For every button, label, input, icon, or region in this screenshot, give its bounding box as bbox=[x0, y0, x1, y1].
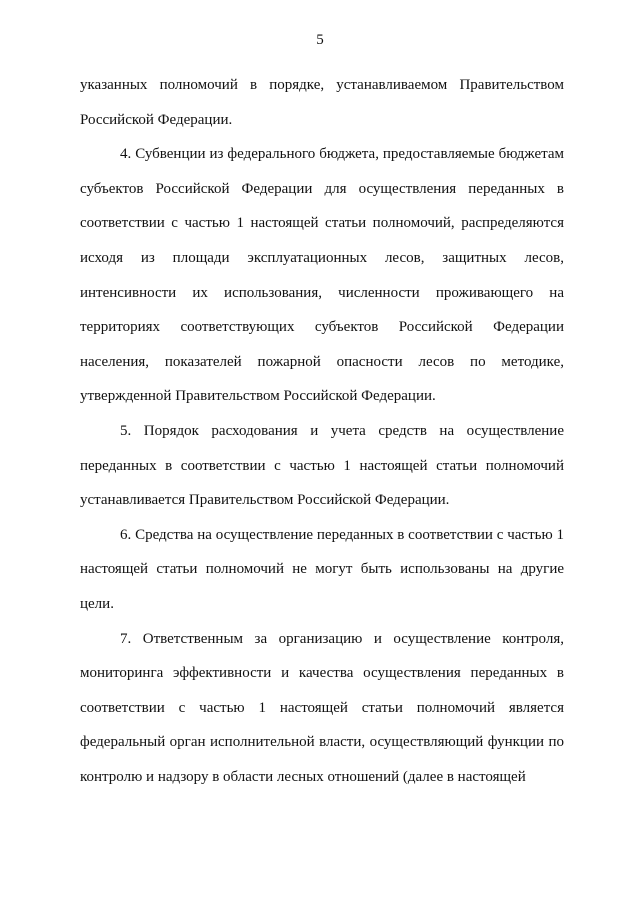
paragraph-item-4: 4. Субвенции из федерального бюджета, предоставляемые бюджетам субъектов Российской Федерации для осуществления переданных в соответствии с частью 1 настоящей статьи полномочий, распределяются исходя из площади эксплуатационных лесов, защитных лесов, интенсивности их использования, численности проживающего на территориях соответствующих субъектов Российской Федерации населения, показателей пожарной опасности лесов по методике, утвержденной Правительством Российской Федерации. bbox=[80, 146, 564, 405]
paragraph-item-6: 6. Средства на осуществление переданных в соответствии с частью 1 настоящей статьи полномочий не могут быть использованы на другие цели. bbox=[80, 526, 564, 612]
page-number: 5 bbox=[316, 32, 324, 48]
paragraph-continuation: указанных полномочий в порядке, устанавливаемом Правительством Российской Федерации. bbox=[80, 77, 564, 128]
document-body bbox=[80, 68, 564, 794]
paragraph-item-5: 5. Порядок расходования и учета средств на осуществление переданных в соответствии с частью 1 настоящей статьи полномочий устанавливается Правительством Российской Федерации. bbox=[80, 422, 564, 509]
paragraph-item-7: 7. Ответственным за организацию и осуществление контроля, мониторинга эффективности и качества осуществления переданных в соответствии с частью 1 настоящей статьи полномочий является федеральный орган исполнительной власти, осуществляющий функции по контролю и надзору в области лесных отношений (далее в настоящей bbox=[80, 630, 564, 785]
